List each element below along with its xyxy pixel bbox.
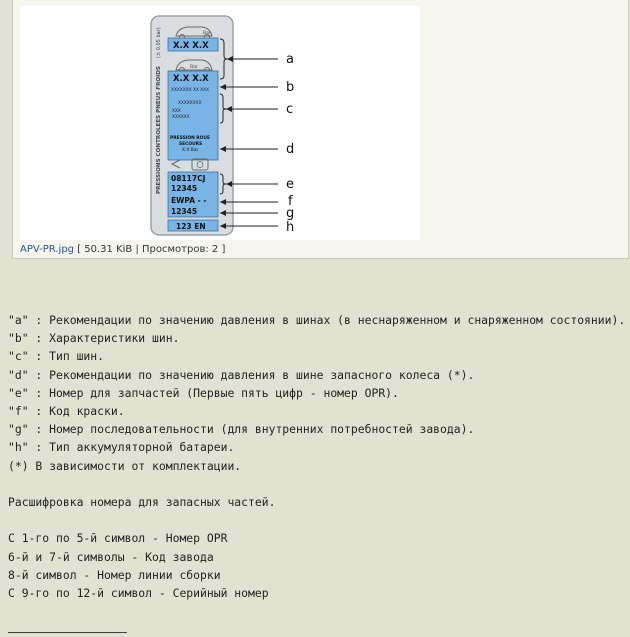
decode-title: Расшифровка номера для запасных частей. bbox=[8, 495, 276, 510]
legend-line-d: "d" : Рекомендации по значению давления в шине запасного колеса (*). bbox=[8, 367, 475, 382]
legend-line-a: "a" : Рекомендации по значению давления в шинах (в неснаряженном и снаряженном состоянии). bbox=[8, 313, 626, 327]
legend-line-g: "g" : Номер последовательности (для внутренних потребностей завода). bbox=[8, 422, 475, 437]
tolerance-text: (± 0,05 bar) bbox=[156, 27, 162, 58]
pressure-value-a: X.X X.X bbox=[173, 41, 209, 51]
callout-letter-g: g bbox=[286, 206, 295, 221]
callout-letter-e: e bbox=[286, 177, 294, 192]
callout-letter-d: d bbox=[286, 142, 295, 157]
attachment-filename-link[interactable]: APV-PR.jpg bbox=[20, 244, 75, 255]
legend-footnote: (*) В зависимости от комплектации. bbox=[8, 458, 242, 473]
legend-line-b: "b" : Характеристики шин. bbox=[8, 331, 180, 346]
callout-letter-a: a bbox=[286, 52, 294, 67]
spare-line-1: PRESSION ROUE bbox=[170, 136, 210, 141]
tyre-type-line-2: XXX bbox=[172, 109, 181, 114]
legend-line-c: "c" : Тип шин. bbox=[8, 349, 105, 364]
attachment-views: Просмотров: 2 bbox=[142, 244, 219, 255]
spare-line-3: X.X Bar bbox=[182, 148, 199, 153]
decode-line-1: С 1-го по 5-й символ - Номер OPR bbox=[8, 531, 228, 546]
svg-text:Bar: Bar bbox=[190, 65, 198, 70]
tyre-spec: XXXXXXX XX XXX bbox=[171, 88, 210, 93]
svg-text:Bar: Bar bbox=[203, 31, 211, 36]
opr-number: 12345 bbox=[171, 184, 198, 193]
callout-letter-c: c bbox=[286, 102, 294, 117]
serial-number: 12345 bbox=[171, 207, 198, 216]
label-diagram-image[interactable] bbox=[20, 6, 420, 240]
paint-code: EWPA - - bbox=[171, 196, 207, 205]
pressure-value-b: X.X X.X bbox=[173, 74, 209, 84]
decode-line-3: 8-й символ - Номер линии сборки bbox=[8, 567, 221, 582]
post-body bbox=[8, 311, 626, 602]
callout-letter-f: f bbox=[288, 194, 293, 209]
tyre-type-line-3: XXXXXX bbox=[172, 115, 190, 120]
callout-letter-b: b bbox=[286, 80, 295, 95]
attachment-size: 50.31 KiB bbox=[84, 244, 133, 255]
signature-divider bbox=[8, 632, 127, 633]
legend-line-e: "e" : Номер для запчастей (Первые пять цифр - номер OPR). bbox=[8, 385, 399, 400]
battery-type: 123 EN bbox=[176, 222, 206, 231]
legend-line-h: "h" : Тип аккумуляторной батареи. bbox=[8, 440, 235, 455]
decode-line-4: С 9-го по 12-й символ - Серийный номер bbox=[8, 586, 269, 601]
decode-line-2: 6-й и 7-й символы - Код завода bbox=[8, 549, 214, 564]
side-text: PRESSIONS CONTROLEES PNEUS FROIDS bbox=[156, 66, 162, 194]
tyre-type-line-1: XXXXXXXX bbox=[178, 101, 202, 106]
part-number: 08117CJ bbox=[171, 174, 206, 183]
attachment-caption: APV-PR.jpg [ 50.31 KiB | Просмотров: 2 ] bbox=[20, 244, 226, 255]
spare-line-2: SECOURS bbox=[179, 142, 203, 147]
legend-line-f: "f" : Код краски. bbox=[8, 404, 125, 419]
callout-letter-h: h bbox=[286, 220, 295, 235]
